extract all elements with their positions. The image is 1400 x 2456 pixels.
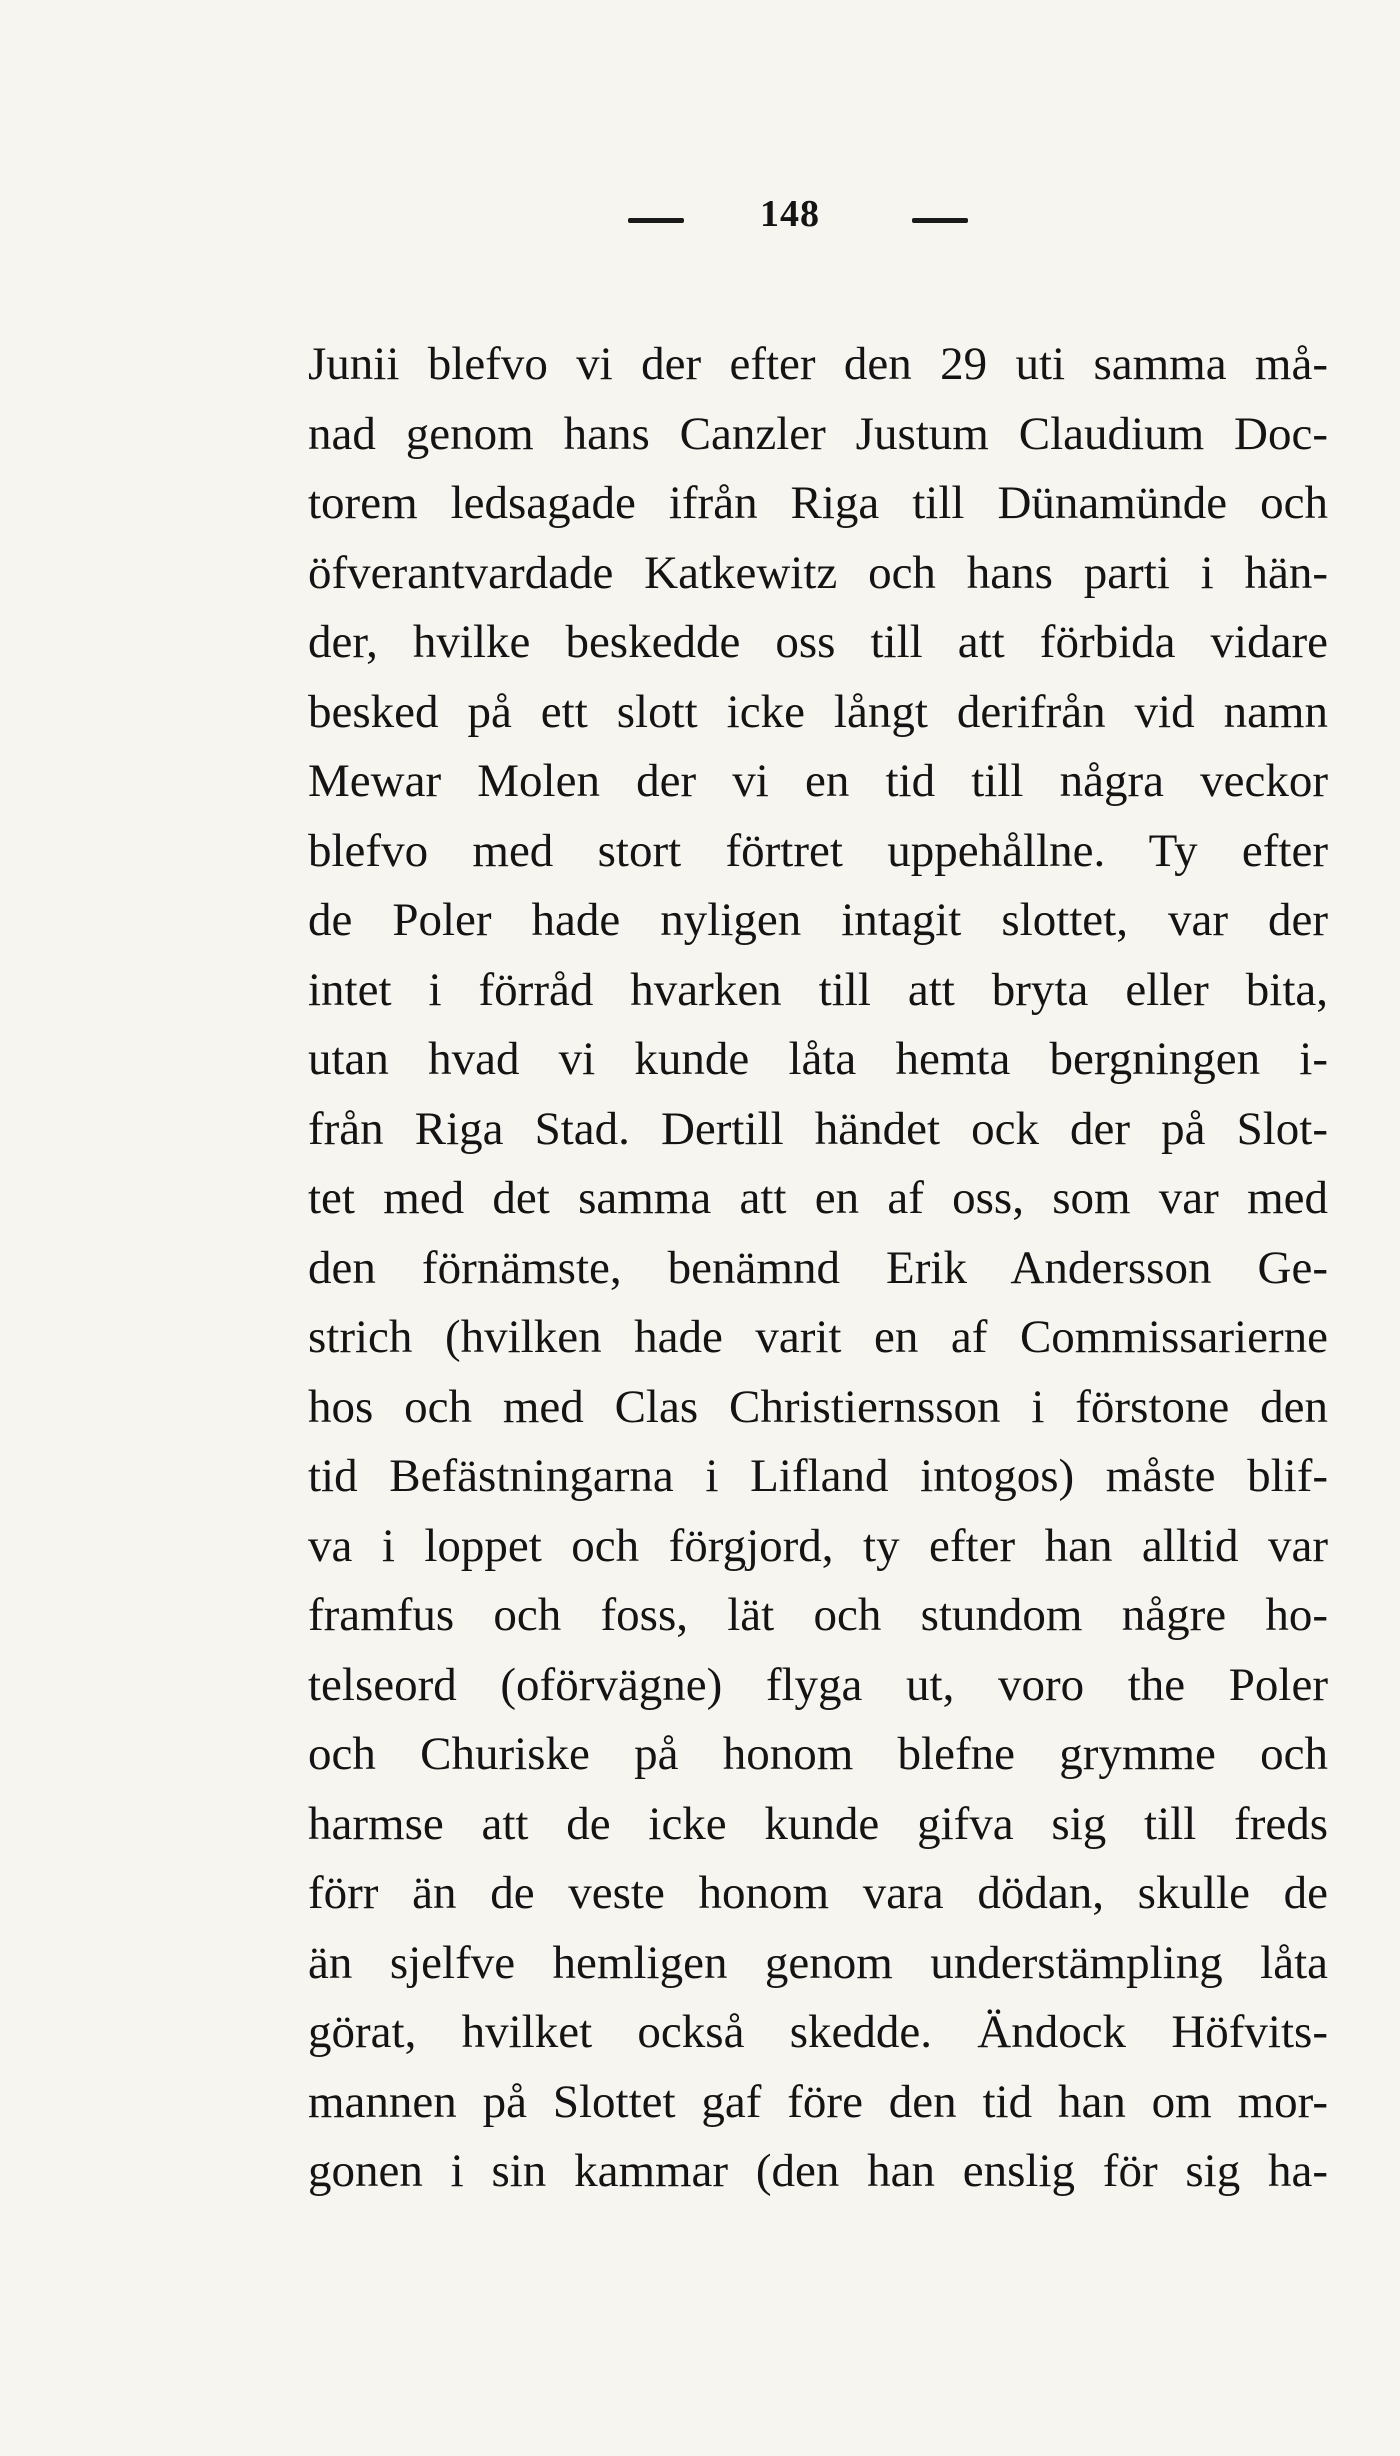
text-line: utan hvad vi kunde låta hemta bergningen i- (308, 1033, 1328, 1085)
text-line: strich (hvilken hade varit en af Commissarierne (308, 1311, 1328, 1363)
text-line: de Poler hade nyligen intagit slottet, var der (308, 894, 1328, 946)
text-line: intet i förråd hvarken till att bryta eller bita, (308, 963, 1328, 1016)
text-line: va i loppet och förgjord, ty efter han alltid var (308, 1519, 1328, 1572)
text-line: gonen i sin kammar (den han enslig för sig ha- (308, 2145, 1328, 2197)
page-header (0, 192, 1400, 248)
text-line: der, hvilke beskedde oss till att förbida vidare (308, 616, 1328, 668)
text-line: öfverantvardade Katkewitz och hans parti i hän- (308, 546, 1328, 599)
text-line: mannen på Slottet gaf före den tid han om mor- (308, 2075, 1328, 2128)
text-line: framfus och foss, lät och stundom någre ho- (308, 1589, 1328, 1641)
text-line: harmse att de icke kunde gifva sig till freds (308, 1797, 1328, 1850)
header-dash-left (628, 218, 684, 223)
text-line: hos och med Clas Christiernsson i förstone den (308, 1380, 1328, 1433)
text-line: tid Befästningarna i Lifland intogos) måste blif- (308, 1450, 1328, 1502)
text-line: nad genom hans Canzler Justum Claudium Doc- (308, 407, 1328, 460)
text-line: tet med det samma att en af oss, som var med (308, 1172, 1328, 1224)
text-line: görat, hvilket också skedde. Ändock Höfvits- (308, 2006, 1328, 2058)
text-line: Mewar Molen der vi en tid till några veckor (308, 755, 1328, 807)
text-line: besked på ett slott icke långt derifrån vid namn (308, 685, 1328, 738)
header-dash-right (912, 218, 968, 223)
text-line: den förnämste, benämnd Erik Andersson Ge- (308, 1241, 1328, 1294)
text-line: från Riga Stad. Dertill händet ock der på Slot- (308, 1102, 1328, 1155)
text-line: blefvo med stort förtret uppehållne. Ty efter (308, 824, 1328, 877)
body-text (308, 330, 1328, 2207)
text-line: Junii blefvo vi der efter den 29 uti samma må- (308, 338, 1328, 390)
text-line: förr än de veste honom vara dödan, skulle de (308, 1867, 1328, 1919)
page-number: 148 (760, 193, 820, 235)
text-line: telseord (oförvägne) flyga ut, voro the Poler (308, 1658, 1328, 1711)
text-line: torem ledsagade ifrån Riga till Dünamünde och (308, 477, 1328, 529)
text-line: än sjelfve hemligen genom understämpling låta (308, 1936, 1328, 1989)
text-line: och Churiske på honom blefne grymme och (308, 1728, 1328, 1780)
